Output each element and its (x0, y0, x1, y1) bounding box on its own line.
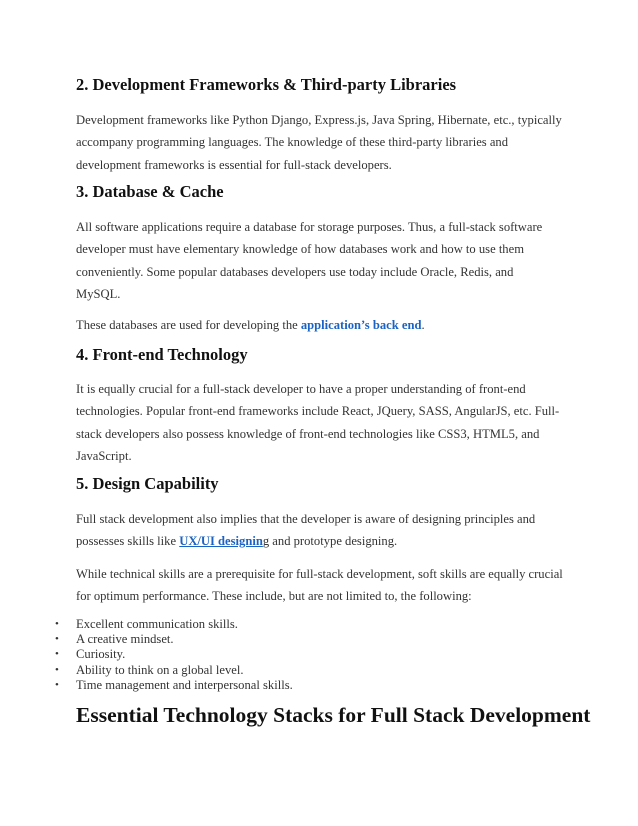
text-line: developer must have elementary knowledge of how databases work and how to use them (76, 242, 524, 257)
text-line: Full stack development also implies that the developer is aware of designing principles and (76, 512, 536, 526)
text-line: stack developers also possess knowledge of front-end technologies like CSS3, HTML5, and (76, 426, 540, 441)
text-prefix: possesses skills like (76, 534, 180, 549)
paragraph-frameworks (76, 109, 576, 176)
text-line: conveniently. Some popular databases developers use today include Oracle, Redis, and (76, 264, 514, 279)
paragraph-frontend (76, 378, 576, 467)
text-line: accompany programming languages. The knowledge of these third-party libraries and (76, 135, 509, 150)
bullet-icon: • (55, 663, 59, 676)
bullet-icon: • (55, 618, 59, 630)
list-item-text: A creative mindset. (76, 632, 174, 647)
list-item-text: Time management and interpersonal skills. (76, 677, 293, 692)
backend-link[interactable]: application’s back end (300, 318, 422, 332)
text-line: technologies. Popular front-end frameworks include React, JQuery, SASS, AngularJS, etc. Full- (76, 404, 560, 419)
text-line: It is equally crucial for a full-stack developer to have a proper understanding of front-end (76, 382, 526, 396)
paragraph-backend (76, 314, 576, 336)
heading-frameworks: 2. Development Frameworks & Third-party Libraries (76, 75, 457, 94)
bullet-icon: • (55, 648, 59, 661)
bullet-icon: • (55, 678, 59, 691)
list-item-text: Curiosity. (76, 647, 126, 662)
text-suffix: g and prototype designing. (262, 534, 398, 549)
text-line: for optimum performance. These include, but are not limited to, the following: (76, 589, 472, 604)
text-line: Development frameworks like Python Django, Express.js, Java Spring, Hibernate, etc., typically (76, 113, 562, 127)
ux-ui-designing-link[interactable]: UX/UI designin (179, 534, 263, 549)
text-line: MySQL. (76, 286, 121, 301)
paragraph-design (76, 508, 576, 553)
heading-database: 3. Database & Cache (76, 182, 224, 201)
heading-frontend: 4. Front-end Technology (76, 345, 248, 364)
text-prefix: These databases are used for developing the (76, 318, 301, 332)
text-line: All software applications require a database for storage purposes. Thus, a full-stack software (76, 220, 543, 234)
heading-technology-stacks: Essential Technology Stacks for Full Stack Development (76, 703, 591, 727)
text-line: development frameworks is essential for full-stack developers. (76, 157, 392, 172)
bullet-icon: • (55, 633, 59, 646)
text-line: JavaScript. (76, 448, 132, 463)
paragraph-database (76, 216, 576, 305)
paragraph-soft-skills (76, 563, 576, 608)
text-line: While technical skills are a prerequisite for full-stack development, soft skills are equally crucial (76, 567, 563, 581)
list-item-text: Excellent communication skills. (76, 617, 238, 631)
text-suffix: . (421, 318, 425, 332)
list-item-text: Ability to think on a global level. (76, 662, 244, 677)
heading-design: 5. Design Capability (76, 474, 219, 493)
